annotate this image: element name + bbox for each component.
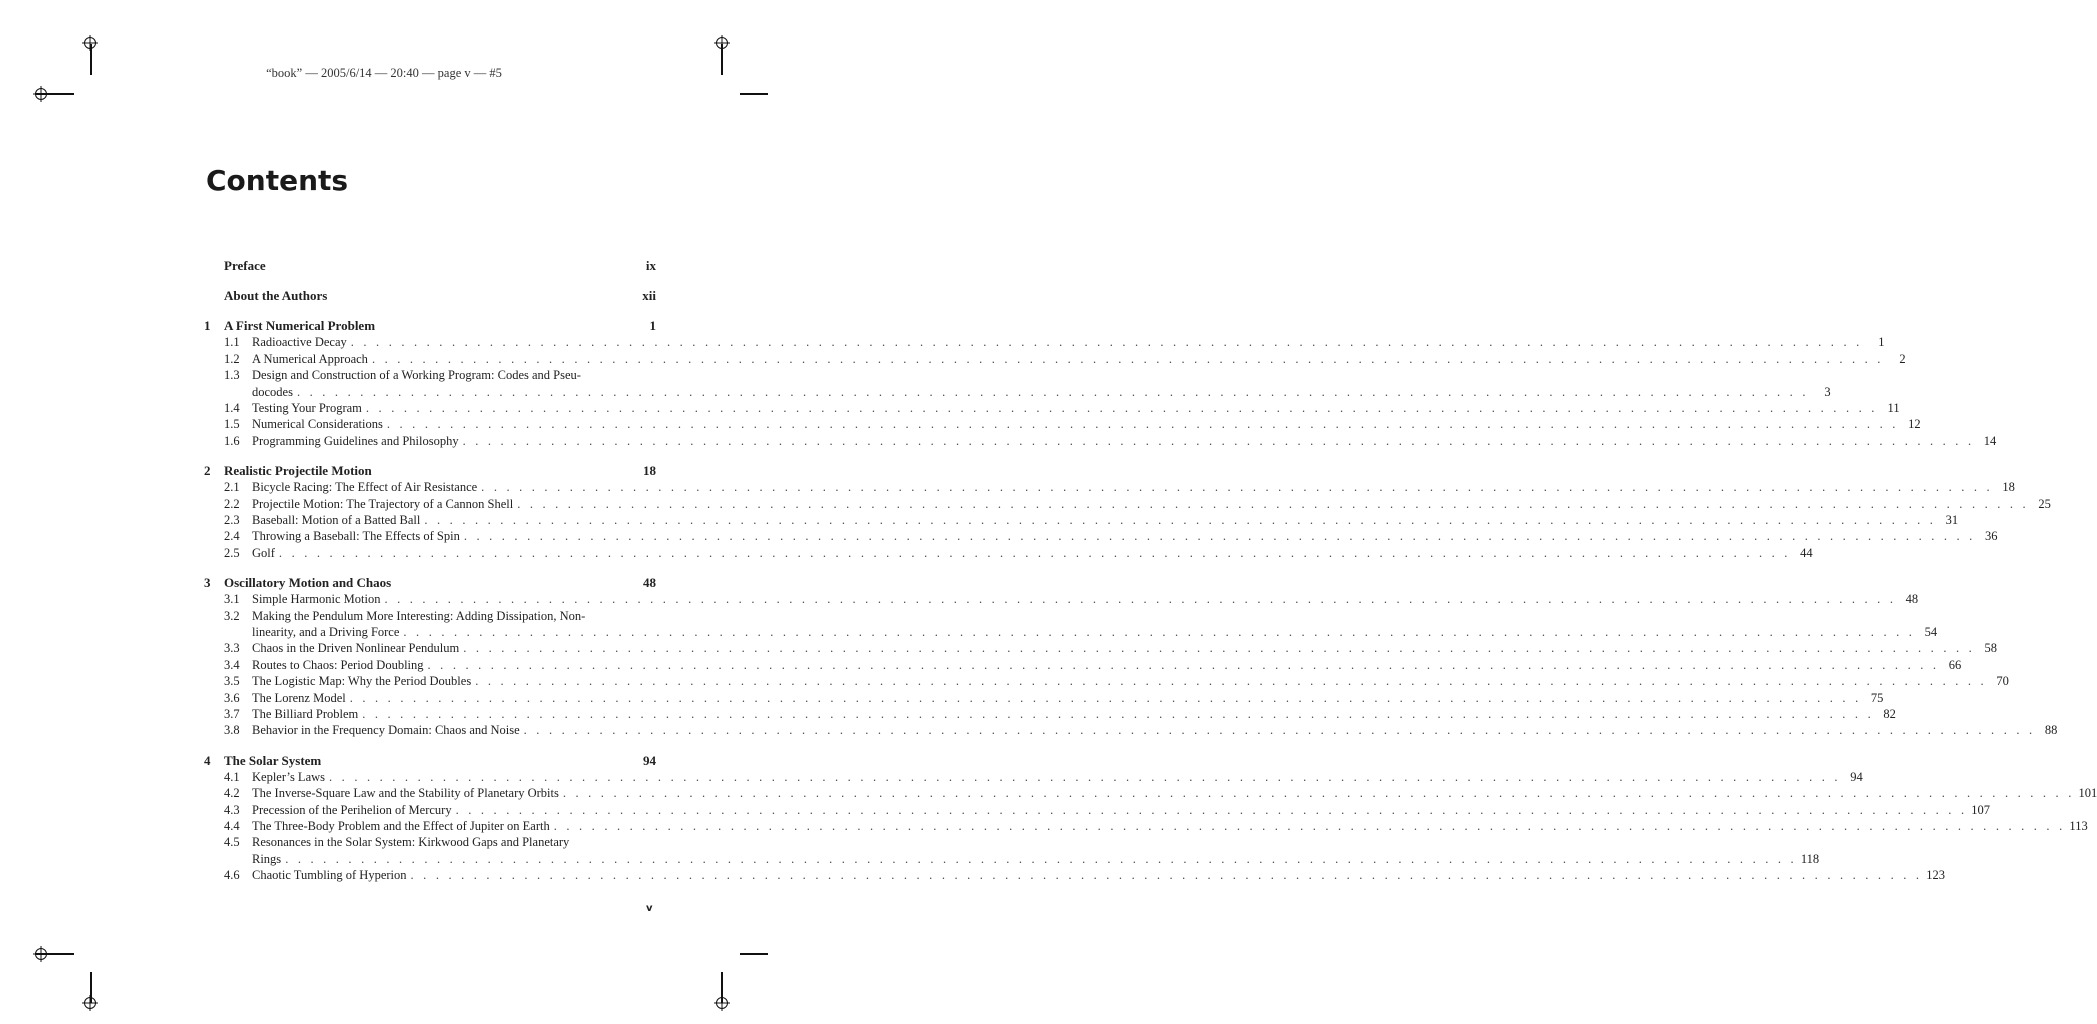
toc-entry-title: Preface	[224, 258, 266, 273]
toc-section-number: 1.3	[224, 368, 240, 383]
toc-section-number: 4.1	[224, 769, 240, 784]
toc-section-number: 4.3	[224, 802, 240, 817]
toc-section-title: The Billiard Problem	[252, 707, 359, 722]
dot-leader: . . . . . . . . . . . . . . . . . . . . . . . . . . . . . . . . . . . . . . . . . . . . . . . . . . . . . . . . . . . . . . . . . . . . . . . . . . . . . . . . . . . . . . . . . . . . . . . . . . . . . . . . . . . . . . . . . . . . . . . .	[296, 384, 1809, 399]
toc-page-number: xii	[642, 288, 656, 304]
dot-leader: . . . . . . . . . . . . . . . . . . . . . . . . . . . . . . . . . . . . . . . . . . . . . . . . . . . . . . . . . . . . . . . . . . . . . . . . . . . . . . . . . . . . . . . . . . . . . . . . . . . . . . . . . . . . . . . . . . . . . . . .	[410, 868, 1923, 883]
registration-mark-icon	[35, 88, 47, 100]
toc-section-number: 1.5	[224, 417, 240, 432]
toc-chapter-title: Realistic Projectile Motion	[224, 463, 372, 479]
toc-section-entry[interactable]	[200, 608, 656, 624]
toc-section-title: Kepler’s Laws	[252, 769, 326, 784]
dot-leader: . . . . . . . . . . . . . . . . . . . . . . . . . . . . . . . . . . . . . . . . . . . . . . . . . . . . . . . . . . . . . . . . . . . . . . . . . . . . . . . . . . . . . . . . . . . . . . . . . . . . . . . . . . . . . . . . . . . . . . . .	[424, 512, 1937, 527]
toc-front-matter-entry[interactable]	[200, 257, 656, 274]
toc-section-number: 3.3	[224, 641, 240, 656]
toc-chapter-number: 1	[204, 318, 211, 334]
dot-leader: . . . . . . . . . . . . . . . . . . . . . . . . . . . . . . . . . . . . . . . . . . . . . . . . . . . . . . . . . . . . . . . . . . . . . . . . . . . . . . . . . . . . . . . . . . . . . . . . . . . . . . . . . . . . . . . . . . . . . . . .	[365, 400, 1878, 415]
toc-chapter-number: 4	[204, 752, 211, 768]
toc-page-number: 70	[1996, 674, 2009, 689]
toc-section-title-continued: linearity, and a Driving Force	[252, 624, 400, 639]
toc-front-matter-entry[interactable]	[200, 287, 656, 304]
toc-section-entry[interactable]	[200, 400, 1900, 416]
toc-chapter-number: 2	[204, 463, 211, 479]
toc-page-number: 14	[1983, 433, 1997, 448]
toc-section-entry[interactable]	[200, 706, 1896, 722]
toc-section-number: 2.2	[224, 496, 240, 511]
registration-mark-icon	[84, 37, 96, 49]
toc-section-title: Bicycle Racing: The Effect of Air Resistance	[252, 480, 478, 495]
dot-leader: . . . . . . . . . . . . . . . . . . . . . . . . . . . . . . . . . . . . . . . . . . . . . . . . . . . . . . . . . . . . . . . . . . . . . . . . . . . . . . . . . . . . . . . . . . . . . . . . . . . . . . . . . . . . . . . . . . . . . . . .	[475, 674, 1987, 689]
toc-section-entry-continued[interactable]	[200, 384, 1831, 400]
toc-section-title: Simple Harmonic Motion	[252, 592, 381, 607]
dot-leader: . . . . . . . . . . . . . . . . . . . . . . . . . . . . . . . . . . . . . . . . . . . . . . . . . . . . . . . . . . . . . . . . . . . . . . . . . . . . . . . . . . . . . . . . . . . . . . . . . . . . . . . . . . . . . . . . . . . . . . . .	[462, 433, 1975, 448]
toc-section-title: Baseball: Motion of a Batted Ball	[252, 512, 421, 527]
dot-leader: . . . . . . . . . . . . . . . . . . . . . . . . . . . . . . . . . . . . . . . . . . . . . . . . . . . . . . . . . . . . . . . . . . . . . . . . . . . . . . . . . . . . . . . . . . . . . . . . . . . . . . . . . . . . . . . . . . . . . . . .	[349, 690, 1862, 705]
toc-chapter-entry[interactable]	[200, 574, 656, 591]
registration-mark-icon	[84, 997, 96, 1009]
toc-page-number: 44	[1800, 545, 1813, 560]
toc-section-number: 1.4	[224, 400, 240, 415]
toc-section-entry-continued[interactable]	[200, 851, 1820, 867]
toc-section-title: Programming Guidelines and Philosophy	[252, 433, 459, 448]
page-number: v	[646, 903, 653, 914]
table-of-contents	[200, 257, 2097, 884]
dot-leader: . . . . . . . . . . . . . . . . . . . . . . . . . . . . . . . . . . . . . . . . . . . . . . . . . . . . . . . . . . . . . . . . . . . . . . . . . . . . . . . . . . . . . . . . . . . . . . . . . . . . . . . . . . . . . . . . . . . . . . . .	[481, 480, 1993, 495]
toc-chapter-entry[interactable]	[200, 317, 656, 334]
toc-section-entry[interactable]	[200, 657, 1962, 673]
toc-section-entry[interactable]	[200, 867, 1945, 883]
toc-section-entry[interactable]	[200, 351, 1906, 367]
toc-section-entry[interactable]	[200, 591, 1919, 607]
toc-section-title: Radioactive Decay	[252, 335, 347, 350]
toc-section-entry[interactable]	[200, 512, 1959, 528]
registration-mark-icon	[716, 997, 728, 1009]
toc-section-number: 1.2	[224, 351, 240, 366]
toc-page-number: 58	[1984, 641, 1997, 656]
toc-section-entry[interactable]	[200, 769, 1863, 785]
toc-page-number: 118	[1800, 851, 1820, 866]
toc-section-title: The Inverse-Square Law and the Stability of Planetary Orbits	[252, 786, 559, 801]
toc-section-entry[interactable]	[200, 496, 2051, 512]
toc-entry-title: About the Authors	[224, 288, 328, 304]
toc-section-title: Numerical Considerations	[252, 417, 383, 432]
dot-leader: . . . . . . . . . . . . . . . . . . . . . . . . . . . . . . . . . . . . . . . . . . . . . . . . . . . . . . . . . . . . . . . . . . . . . . . . . . . . . . . . . . . . . . . . . . . . . . . . . . . . . . . . . . . . . . . . . . . . . . . .	[427, 657, 1940, 672]
toc-section-number: 4.6	[224, 868, 240, 883]
toc-section-entry[interactable]	[200, 545, 1813, 561]
toc-section-title: Design and Construction of a Working Program: Codes and Pseu-	[252, 368, 581, 383]
toc-page-number: 1	[649, 318, 656, 334]
dot-leader: . . . . . . . . . . . . . . . . . . . . . . . . . . . . . . . . . . . . . . . . . . . . . . . . . . . . . . . . . . . . . . . . . . . . . . . . . . . . . . . . . . . . . . . . . . . . . . . . . . . . . . . . . . . . . . . . . . . . . . . .	[278, 545, 1791, 560]
toc-section-entry[interactable]	[200, 416, 1921, 432]
crop-mark-right-upper	[740, 93, 768, 95]
dot-leader: . . . . . . . . . . . . . . . . . . . . . . . . . . . . . . . . . . . . . . . . . . . . . . . . . . . . . . . . . . . . . . . . . . . . . . . . . . . . . . . . . . . . . . . . . . . . . . . . . . . . . . . . . . . . . . . . . . . . . . . .	[463, 529, 1976, 544]
toc-section-number: 3.2	[224, 608, 240, 623]
toc-section-title: Testing Your Program	[252, 400, 362, 415]
toc-section-entry[interactable]	[200, 367, 656, 383]
toc-section-title-continued: Rings	[252, 851, 282, 866]
toc-section-number: 2.1	[224, 480, 240, 495]
crop-mark-right-lower	[740, 953, 768, 955]
toc-section-number: 4.2	[224, 786, 240, 801]
dot-leader: . . . . . . . . . . . . . . . . . . . . . . . . . . . . . . . . . . . . . . . . . . . . . . . . . . . . . . . . . . . . . . . . . . . . . . . . . . . . . . . . . . . . . . . . . . . . . . . . . . . . . . . . . . . . . . . . . . . . . . . .	[362, 707, 1874, 722]
dot-leader: . . . . . . . . . . . . . . . . . . . . . . . . . . . . . . . . . . . . . . . . . . . . . . . . . . . . . . . . . . . . . . . . . . . . . . . . . . . . . . . . . . . . . . . . . . . . . . . . . . . . . . . . . . . . . . . . . . . . . . . .	[384, 592, 1897, 607]
toc-page-number: 66	[1948, 657, 1962, 672]
toc-section-number: 1.1	[224, 335, 240, 350]
toc-section-entry[interactable]	[200, 433, 1997, 449]
toc-section-title: Behavior in the Frequency Domain: Chaos and Noise	[252, 723, 520, 738]
toc-page-number: 36	[1985, 529, 1998, 544]
toc-section-number: 1.6	[224, 433, 240, 448]
toc-page-number: 3	[1824, 384, 1831, 399]
dot-leader: . . . . . . . . . . . . . . . . . . . . . . . . . . . . . . . . . . . . . . . . . . . . . . . . . . . . . . . . . . . . . . . . . . . . . . . . . . . . . . . . . . . . . . . . . . . . . . . . . . . . . . . . . . . . . . . . . . . . . . . .	[455, 802, 1968, 817]
toc-page-number: 101	[2078, 786, 2097, 801]
toc-page-number: 123	[1926, 868, 1945, 883]
toc-section-entry[interactable]	[200, 722, 2058, 738]
toc-page-number: 82	[1883, 707, 1896, 722]
toc-section-title: The Lorenz Model	[252, 690, 346, 705]
toc-section-entry[interactable]	[200, 785, 2097, 801]
registration-mark-icon	[35, 948, 47, 960]
toc-section-title: Chaotic Tumbling of Hyperion	[252, 868, 407, 883]
toc-section-title-continued: docodes	[252, 384, 293, 399]
toc-page-number: 18	[2002, 480, 2015, 495]
toc-section-number: 3.8	[224, 723, 240, 738]
toc-section-entry[interactable]	[200, 528, 1998, 544]
toc-section-title: Resonances in the Solar System: Kirkwood Gaps and Planetary	[252, 835, 570, 850]
toc-section-entry[interactable]	[200, 690, 1884, 706]
toc-page-number: 2	[1899, 351, 1906, 366]
toc-section-entry[interactable]	[200, 802, 1991, 818]
toc-chapter-title: Oscillatory Motion and Chaos	[224, 575, 392, 591]
dot-leader: . . . . . . . . . . . . . . . . . . . . . . . . . . . . . . . . . . . . . . . . . . . . . . . . . . . . . . . . . . . . . . . . . . . . . . . . . . . . . . . . . . . . . . . . . . . . . . . . . . . . . . . . . . . . . . . . . . . . . . . .	[371, 351, 1884, 366]
dot-leader: . . . . . . . . . . . . . . . . . . . . . . . . . . . . . . . . . . . . . . . . . . . . . . . . . . . . . . . . . . . . . . . . . . . . . . . . . . . . . . . . . . . . . . . . . . . . . . . . . . . . . . . . . . . . . . . . . . . . . . . .	[523, 723, 2036, 738]
dot-leader: . . . . . . . . . . . . . . . . . . . . . . . . . . . . . . . . . . . . . . . . . . . . . . . . . . . . . . . . . . . . . . . . . . . . . . . . . . . . . . . . . . . . . . . . . . . . . . . . . . . . . . . . . . . . . . . . . . . . . . . .	[517, 496, 2029, 511]
toc-section-title: Precession of the Perihelion of Mercury	[252, 802, 452, 817]
toc-section-number: 2.3	[224, 512, 240, 527]
dot-leader: . . . . . . . . . . . . . . . . . . . . . . . . . . . . . . . . . . . . . . . . . . . . . . . . . . . . . . . . . . . . . . . . . . . . . . . . . . . . . . . . . . . . . . . . . . . . . . . . . . . . . . . . . . . . . . . . . . . . . . . .	[403, 624, 1916, 639]
toc-section-entry-continued[interactable]	[200, 624, 1938, 640]
toc-chapter-title: The Solar System	[224, 752, 322, 768]
toc-section-title: Making the Pendulum More Interesting: Adding Dissipation, Non-	[252, 608, 586, 623]
toc-section-number: 3.1	[224, 592, 240, 607]
dot-leader: . . . . . . . . . . . . . . . . . . . . . . . . . . . . . . . . . . . . . . . . . . . . . . . . . . . . . . . . . . . . . . . . . . . . . . . . . . . . . . . . . . . . . . . . . . . . . . . . . . . . . . . . . . . . . . . . . . . . . . . .	[562, 786, 2075, 801]
toc-section-entry[interactable]	[200, 334, 1885, 350]
toc-page-number: 48	[643, 575, 656, 591]
toc-section-entry[interactable]	[200, 834, 656, 850]
toc-page-number: 94	[1850, 769, 1863, 784]
toc-chapter-entry[interactable]	[200, 462, 656, 479]
toc-page-number: 48	[1905, 592, 1919, 607]
toc-chapter-title: A First Numerical Problem	[224, 318, 376, 334]
toc-page-number: 94	[643, 752, 656, 768]
toc-section-number: 3.5	[224, 674, 240, 689]
toc-page-number: 88	[2044, 723, 2058, 738]
dot-leader: . . . . . . . . . . . . . . . . . . . . . . . . . . . . . . . . . . . . . . . . . . . . . . . . . . . . . . . . . . . . . . . . . . . . . . . . . . . . . . . . . . . . . . . . . . . . . . . . . . . . . . . . . . . . . . . . . . . . . . . .	[463, 641, 1975, 656]
toc-section-entry[interactable]	[200, 673, 2009, 689]
page-title: Contents	[206, 164, 349, 197]
toc-page-number: 113	[2069, 819, 2088, 834]
toc-section-entry[interactable]	[200, 818, 2088, 834]
registration-mark-icon	[716, 37, 728, 49]
toc-section-number: 3.7	[224, 707, 240, 722]
toc-page-number: 18	[643, 463, 656, 479]
running-head: “book” — 2005/6/14 — 20:40 — page v — #5	[266, 66, 502, 80]
toc-section-title: Golf	[252, 545, 275, 560]
dot-leader: . . . . . . . . . . . . . . . . . . . . . . . . . . . . . . . . . . . . . . . . . . . . . . . . . . . . . . . . . . . . . . . . . . . . . . . . . . . . . . . . . . . . . . . . . . . . . . . . . . . . . . . . . . . . . . . . . . . . . . . .	[329, 769, 1841, 784]
toc-section-number: 4.4	[224, 819, 240, 834]
toc-page-number: 107	[1971, 802, 1991, 817]
toc-section-title: Routes to Chaos: Period Doubling	[252, 657, 424, 672]
toc-page-number: 54	[1924, 624, 1938, 639]
toc-page-number: ix	[645, 258, 656, 273]
toc-section-number: 2.4	[224, 529, 240, 544]
toc-section-number: 3.4	[224, 657, 240, 672]
toc-chapter-entry[interactable]	[200, 752, 656, 769]
toc-section-title: A Numerical Approach	[252, 351, 368, 366]
toc-section-number: 2.5	[224, 545, 240, 560]
toc-page-number: 31	[1945, 512, 1959, 527]
dot-leader: . . . . . . . . . . . . . . . . . . . . . . . . . . . . . . . . . . . . . . . . . . . . . . . . . . . . . . . . . . . . . . . . . . . . . . . . . . . . . . . . . . . . . . . . . . . . . . . . . . . . . . . . . . . . . . . . . . . . . . . .	[386, 417, 1899, 432]
toc-page-number: 75	[1870, 690, 1884, 705]
toc-section-title: The Three-Body Problem and the Effect of Jupiter on Earth	[252, 819, 550, 834]
toc-section-entry[interactable]	[200, 640, 1997, 656]
dot-leader: . . . . . . . . . . . . . . . . . . . . . . . . . . . . . . . . . . . . . . . . . . . . . . . . . . . . . . . . . . . . . . . . . . . . . . . . . . . . . . . . . . . . . . . . . . . . . . . . . . . . . . . . . . . . . . . . . . . . . . . .	[350, 335, 1863, 350]
toc-section-entry[interactable]	[200, 479, 2015, 495]
toc-section-title: The Logistic Map: Why the Period Doubles	[252, 674, 472, 689]
dot-leader: . . . . . . . . . . . . . . . . . . . . . . . . . . . . . . . . . . . . . . . . . . . . . . . . . . . . . . . . . . . . . . . . . . . . . . . . . . . . . . . . . . . . . . . . . . . . . . . . . . . . . . . . . . . . . . . . . . . . . . . .	[285, 851, 1797, 866]
toc-page-number: 1	[1878, 335, 1885, 350]
toc-section-title: Throwing a Baseball: The Effects of Spin	[252, 529, 460, 544]
toc-section-number: 4.5	[224, 835, 240, 850]
toc-section-title: Projectile Motion: The Trajectory of a Cannon Shell	[252, 496, 514, 511]
toc-page-number: 11	[1887, 400, 1900, 415]
toc-page-number: 12	[1908, 417, 1921, 432]
toc-chapter-number: 3	[204, 575, 211, 591]
toc-section-number: 3.6	[224, 690, 240, 705]
toc-section-title: Chaos in the Driven Nonlinear Pendulum	[252, 641, 460, 656]
dot-leader: . . . . . . . . . . . . . . . . . . . . . . . . . . . . . . . . . . . . . . . . . . . . . . . . . . . . . . . . . . . . . . . . . . . . . . . . . . . . . . . . . . . . . . . . . . . . . . . . . . . . . . . . . . . . . . . . . . . . . . . .	[553, 819, 2066, 834]
toc-page-number: 25	[2038, 496, 2051, 511]
